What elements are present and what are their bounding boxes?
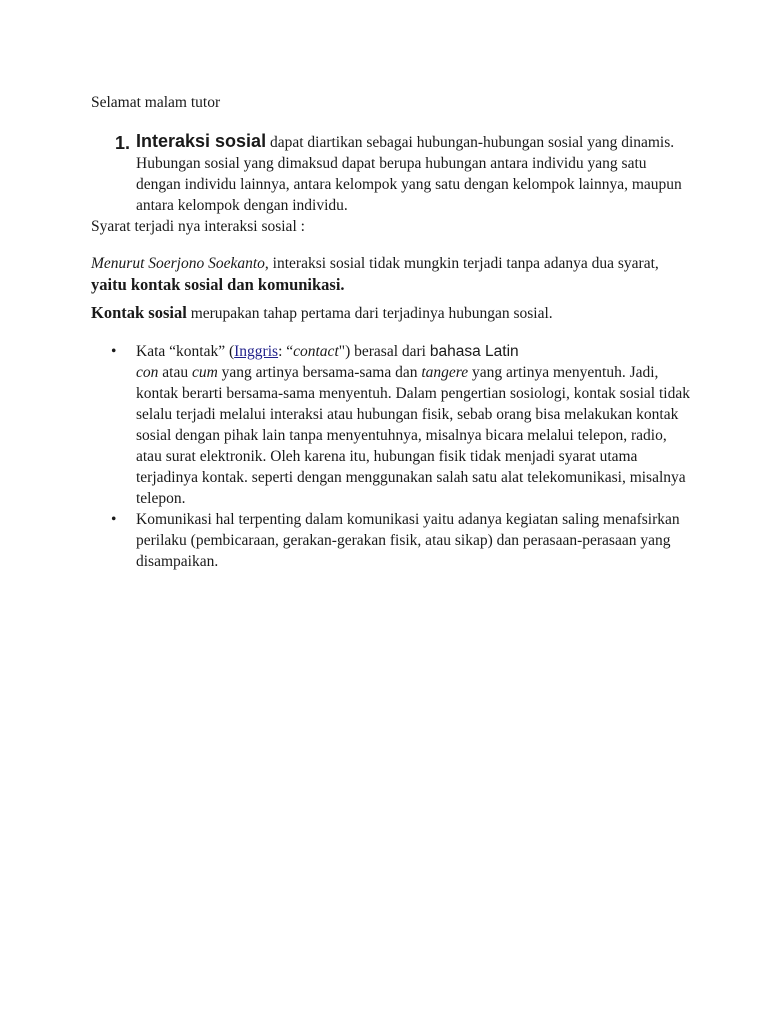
- menurut-bold-text: yaitu kontak sosial dan komunikasi.: [91, 275, 345, 294]
- kata-kontak: Kata “kontak”: [136, 343, 226, 360]
- menurut-text: , interaksi sosial tidak mungkin terjadi tanpa adanya dua syarat,: [264, 255, 659, 272]
- definition-text: dapat diartikan sebagai hubungan-hubungan sosial yang dinamis. Hubungan sosial yang dimaksud dapat berupa hubungan antara individu yang satu dengan individu lainnya, antara kelompok yang satu dengan kelompok lainnya, maupun antara kelompok dengan individu.: [136, 134, 682, 214]
- bullet-dot-icon: •: [111, 511, 117, 528]
- colon-quote: : “: [278, 343, 294, 360]
- numbered-item-body: [136, 131, 685, 216]
- kontak-text: merupakan tahap pertama dari terjadinya hubungan sosial.: [186, 305, 553, 322]
- term-interaksi-sosial: Interaksi sosial: [136, 131, 267, 151]
- kontak-explanation: yang artinya menyentuh. Jadi, kontak berarti bersama-sama menyentuh. Dalam pengertian sosiologi, kontak sosial tidak selalu terjadi melalui interaksi atau hubungan fisik, sebab orang bisa melakukan kontak sosial dengan pihak lain tanpa menyentuhnya, misalnya bicara melalui telepon, radio, atau surat elektronik. Oleh karena itu, hubungan fisik tidak menjadi syarat utama terjadinya kontak. seperti dengan menggunakan salah satu alat telekomunikasi, misalnya telepon.: [136, 364, 690, 507]
- close-paren-text: ") berasal dari: [338, 343, 430, 360]
- list-number: 1.: [115, 133, 131, 153]
- term-kontak-sosial: Kontak sosial: [91, 303, 187, 322]
- bullet-dot-icon: •: [111, 343, 117, 360]
- inggris-link[interactable]: Inggris: [234, 343, 279, 360]
- bullet-item-kontak: [91, 341, 691, 509]
- author-name: Menurut Soerjono Soekanto: [91, 255, 265, 272]
- tangere-word: tangere: [421, 364, 469, 381]
- greeting-line: Selamat malam tutor: [91, 94, 221, 111]
- bahasa-latin: bahasa Latin: [429, 343, 519, 360]
- numbered-item-1: [115, 131, 685, 216]
- komunikasi-text: Komunikasi hal terpenting dalam komunikasi yaitu adanya kegiatan saling menafsirkan perilaku (pembicaraan, gerakan-gerakan fisik, atau sikap) dan perasaan-perasaan yang disampaikan.: [136, 511, 680, 570]
- con-word: con: [136, 364, 159, 381]
- syarat-heading: Syarat terjadi nya interaksi sosial :: [91, 218, 305, 235]
- bullet-list: [91, 341, 691, 572]
- contact-word: contact: [293, 343, 339, 360]
- bullet-item-komunikasi: [91, 509, 691, 572]
- atau-word: atau: [158, 364, 192, 381]
- cum-word: cum: [191, 364, 218, 381]
- menurut-paragraph: [91, 253, 671, 296]
- paren-open: (: [225, 343, 235, 360]
- kontak-paragraph: [91, 302, 691, 324]
- mid-text: yang artinya bersama-sama dan: [217, 364, 422, 381]
